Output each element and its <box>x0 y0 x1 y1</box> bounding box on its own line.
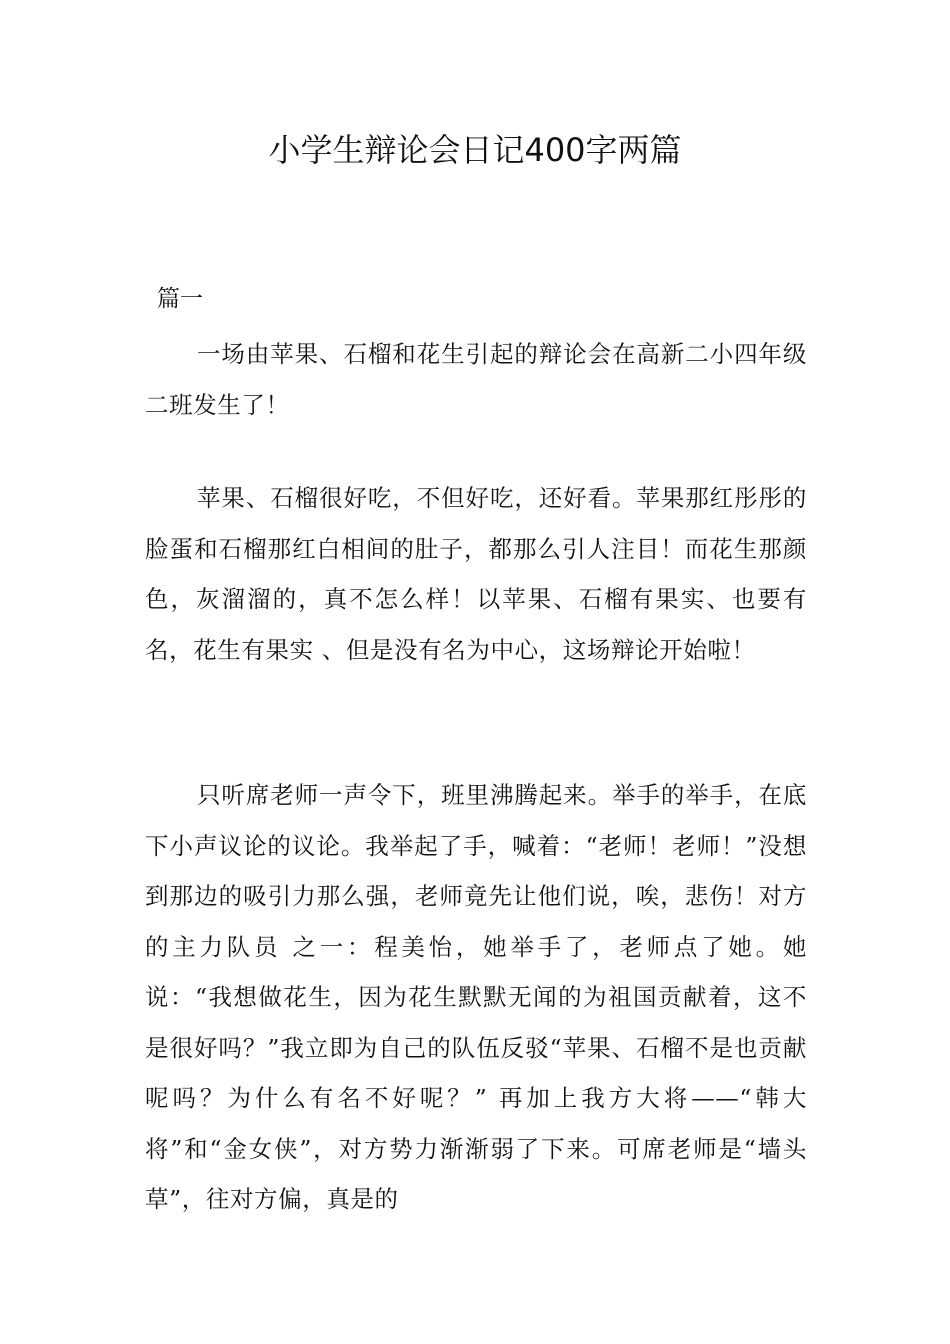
paragraph-1: 一场由苹果、石榴和花生引起的辩论会在高新二小四年级二班发生了！ <box>145 340 807 419</box>
section-label: 篇一 <box>157 286 203 312</box>
paragraph-3: 只听席老师一声令下，班里沸腾起来。举手的举手，在底下小声议论的议论。我举起了手，喊着：“老师！老师！”没想到那边的吸引力那么强，老师竟先让他们说，唉，悲伤！对方的主力队员 之一：程美怡，她举手了，老师点了她。她说：“我想做花生，因为花生默默无闻的为祖国贡献着，这不是很好吗？”我立即为自己的队伍反驳“苹果、石榴不是也贡献呢吗？为什么有名不好呢？” 再加上我方大将——“韩大将”和“金女侠”，对方势力渐渐弱了下来。可席老师是“墙头草”，往对方偏，真是的 <box>145 781 807 1213</box>
paragraph-2: 苹果、石榴很好吃，不但好吃，还好看。苹果那红彤彤的脸蛋和石榴那红白相间的肚子，都那么引人注目！而花生那颜色，灰溜溜的，真不怎么样！以苹果、石榴有果实、也要有名，花生有果实 、但是没有名为中心，这场辩论开始啦！ <box>145 484 807 664</box>
document-title: 小学生辩论会日记400字两篇 <box>268 131 682 169</box>
